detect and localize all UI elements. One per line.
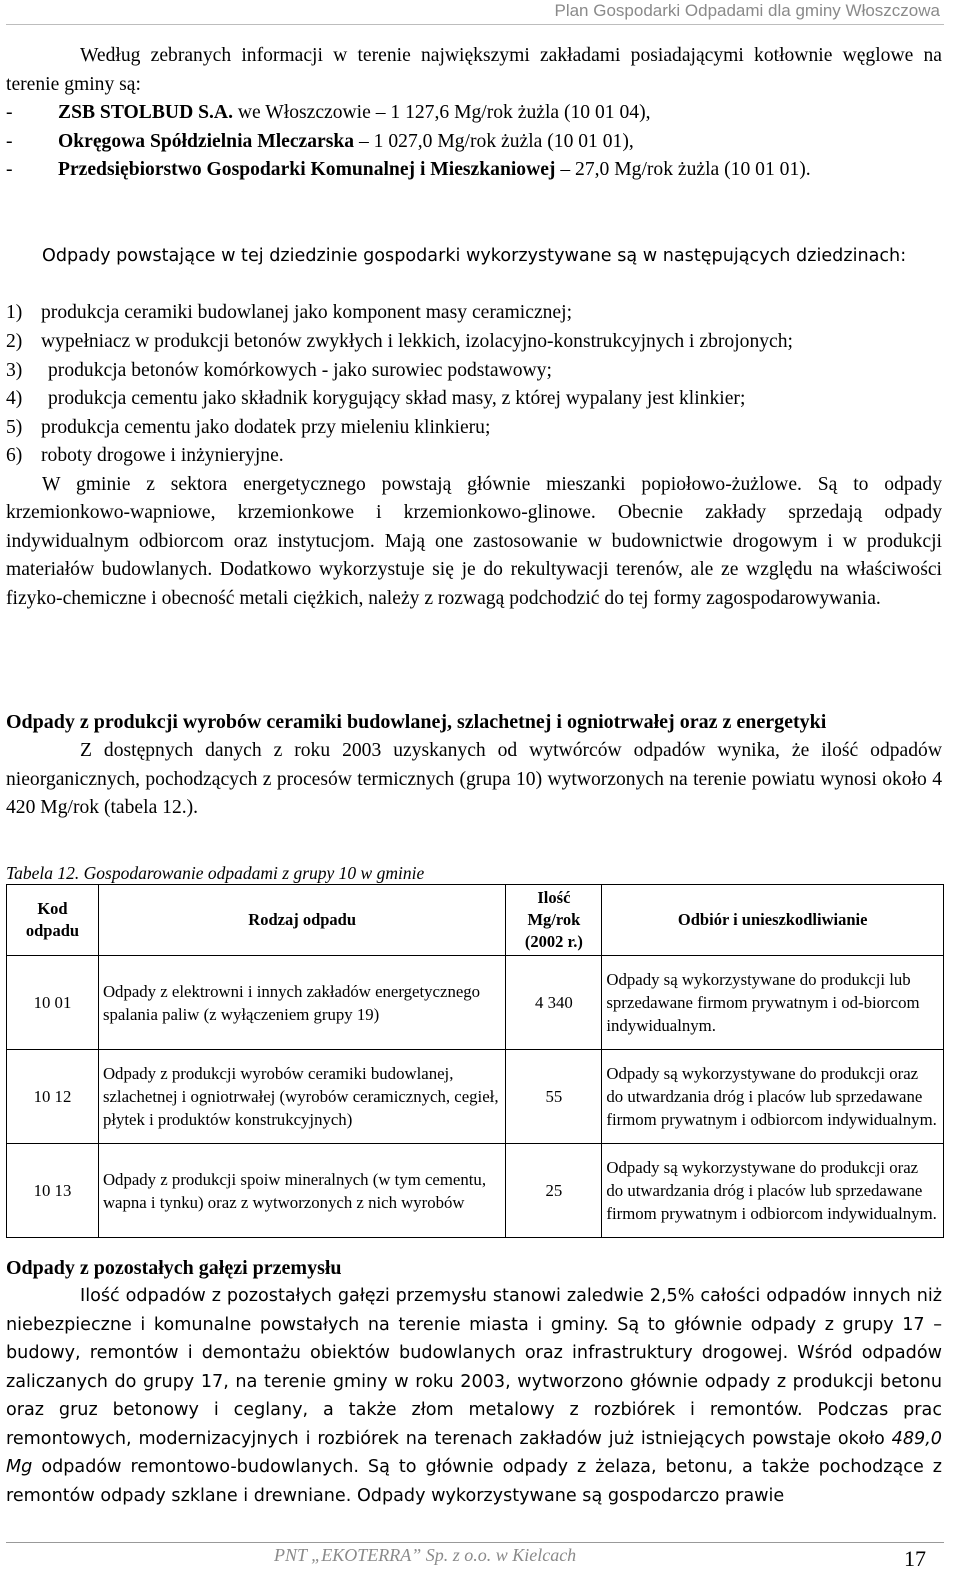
list-item: 2) wypełniacz w produkcji betonów zwykłych i lekkich, izolacyjno-konstrukcyjnych i zbrojonych; bbox=[6, 330, 793, 352]
list-item: 4) produkcja cementu jako składnik korygujący skład masy, z której wypalany jest klinkier; bbox=[6, 388, 746, 409]
col-header-code: Kod odpadu bbox=[7, 885, 99, 956]
list-dash: - bbox=[6, 159, 13, 180]
table-caption: Tabela 12. Gospodarowanie odpadami z grupy 10 w gminie bbox=[6, 863, 425, 883]
list-item bbox=[6, 99, 942, 128]
col-header-type: Rodzaj odpadu bbox=[98, 885, 505, 956]
col-header-disposal: Odbiór i unieszkodliwianie bbox=[602, 885, 944, 956]
company-detail: – 1 027,0 Mg/rok żużla (10 01 01), bbox=[354, 130, 634, 152]
other-paragraph: Ilość odpadów z pozostałych gałęzi przemysłu stanowi zaledwie 2,5% całości odpadów innych niż niebezpieczne i komunalne powstałych na terenie miasta i gminy. Są to głównie odpady z grupy 17 – budowy, remontów i demontażu obiektów budowlanych oraz infrastruktury drogowej. Wśród odpadów zaliczanych do grupy 17, na terenie gminy w roku 2003, wytworzono głównie odpady z produkcji betonu oraz gruz betonowy i ceglany, a także złom metalowy z rozbiórek i remontów. Podczas prac remontowych, modernizacyjnych i rozbiórek na terenach zakładów już istniejących powstaje około 489,0 Mg odpadów remontowo-budowlanych. Są to głównie odpady z żelaza, betonu, a także pochodzące z remontów odpady szklane i drewniane. Odpady wykorzystywane są gospodarczo prawie bbox=[6, 1286, 942, 1506]
list-item: 6) roboty drogowe i inżynieryjne. bbox=[6, 445, 284, 466]
list-item bbox=[6, 156, 942, 185]
section-heading: Odpady z produkcji wyrobów ceramiki budowlanej, szlachetnej i ogniotrwałej oraz z energetyki bbox=[6, 711, 827, 733]
uses-section bbox=[6, 242, 942, 271]
list-item: 1) produkcja ceramiki budowlanej jako komponent masy ceramicznej; bbox=[6, 302, 573, 323]
section-heading: Odpady z pozostałych gałęzi przemysłu bbox=[6, 1257, 342, 1279]
footer-rule bbox=[6, 1542, 944, 1543]
running-header: Plan Gospodarki Odpadami dla gminy Włoszczowa bbox=[554, 1, 940, 20]
energy-paragraph: W gminie z sektora energetycznego powstają głównie mieszanki popiołowo-żużlowe. Są to odpady krzemionkowo-wapniowe, krzemionkowe i krzemionkowo-glinowe. Obecnie zakłady sprzedają odpady indywidualnym odbiorcom oraz instytucjom. Mają one zastosowanie w budownictwie drogowym i w produkcji materiałów budowlanych. Dodatkowo wykorzystuje się je do rekultywacji terenów, ale ze względu na właściwości fizyko-chemiczne i obecność metali ciężkich, należy z rozwagą podchodzić do tej formy zagospodarowywania. bbox=[6, 473, 942, 609]
table-row: 10 12 Odpady z produkcji wyrobów ceramiki budowlanej, szlachetnej i ogniotrwałej (wyrobów ceramicznych, cegieł, płytek i produktów konstrukcyjnych) 55 Odpady są wykorzystywane do produkcji oraz do utwardzania dróg i placów lub sprzedawane firmom prywatnym i odbiorcom indywidualnym. bbox=[7, 1050, 944, 1144]
col-header-qty: Ilość Mg/rok (2002 r.) bbox=[506, 885, 602, 956]
list-dash: - bbox=[6, 130, 13, 152]
list-item bbox=[6, 128, 942, 157]
intro-section bbox=[6, 42, 942, 185]
company-detail: – 27,0 Mg/rok żużla (10 01 01). bbox=[555, 159, 811, 180]
list-item: 5) produkcja cementu jako dodatek przy mieleniu klinkieru; bbox=[6, 416, 491, 438]
ceramics-section bbox=[6, 708, 942, 823]
list-item: 3) produkcja betonów komórkowych - jako surowiec podstawowy; bbox=[6, 359, 552, 381]
table-row: 10 13 Odpady z produkcji spoiw mineralnych (w tym cementu, wapna i tynku) oraz z wytworzonych z nich wyrobów 25 Odpady są wykorzystywane do produkcji oraz do utwardzania dróg i placów lub sprzedawane firmom prywatnym i odbiorcom indywidualnym. bbox=[7, 1144, 944, 1238]
waste-table bbox=[6, 884, 944, 1238]
company-name: Okręgowa Spółdzielnia Mleczarska bbox=[58, 130, 355, 152]
uses-lead: Odpady powstające w tej dziedzinie gospodarki wykorzystywane są w następujących dziedzinach: bbox=[42, 246, 907, 266]
company-name: ZSB STOLBUD S.A. bbox=[58, 102, 233, 123]
footer-company: PNT „EKOTERRA” Sp. z o.o. w Kielcach bbox=[274, 1545, 577, 1565]
header-rule bbox=[6, 24, 944, 25]
intro-lead: Według zebranych informacji w terenie największymi zakładami posiadającymi kotłownie węglowe na terenie gminy są: bbox=[6, 45, 942, 95]
table-header-row bbox=[7, 885, 944, 956]
uses-list bbox=[6, 299, 942, 613]
page-number: 17 bbox=[904, 1546, 926, 1571]
company-detail: we Włoszczowie – 1 127,6 Mg/rok żużla (10 01 04), bbox=[232, 102, 651, 123]
other-section bbox=[6, 1254, 942, 1510]
ceramics-paragraph: Z dostępnych danych z roku 2003 uzyskanych od wytwórców odpadów wynika, że ilość odpadów nieorganicznych, pochodzących z procesów termicznych (grupa 10) wytworzonych na terenie powiatu wynosi około 4 420 Mg/rok (tabela 12.). bbox=[6, 740, 942, 818]
table-row: 10 01 Odpady z elektrowni i innych zakładów energetycznego spalania paliw (z wyłączeniem grupy 19) 4 340 Odpady są wykorzystywane do produkcji lub sprzedawane firmom prywatnym i od-biorcom indywidualnym. bbox=[7, 956, 944, 1050]
list-dash: - bbox=[6, 102, 13, 123]
page-footer bbox=[6, 1542, 944, 1571]
company-name: Przedsiębiorstwo Gospodarki Komunalnej i Mieszkaniowej bbox=[58, 159, 556, 180]
waste-amount: 489,0 Mg bbox=[6, 1428, 942, 1477]
